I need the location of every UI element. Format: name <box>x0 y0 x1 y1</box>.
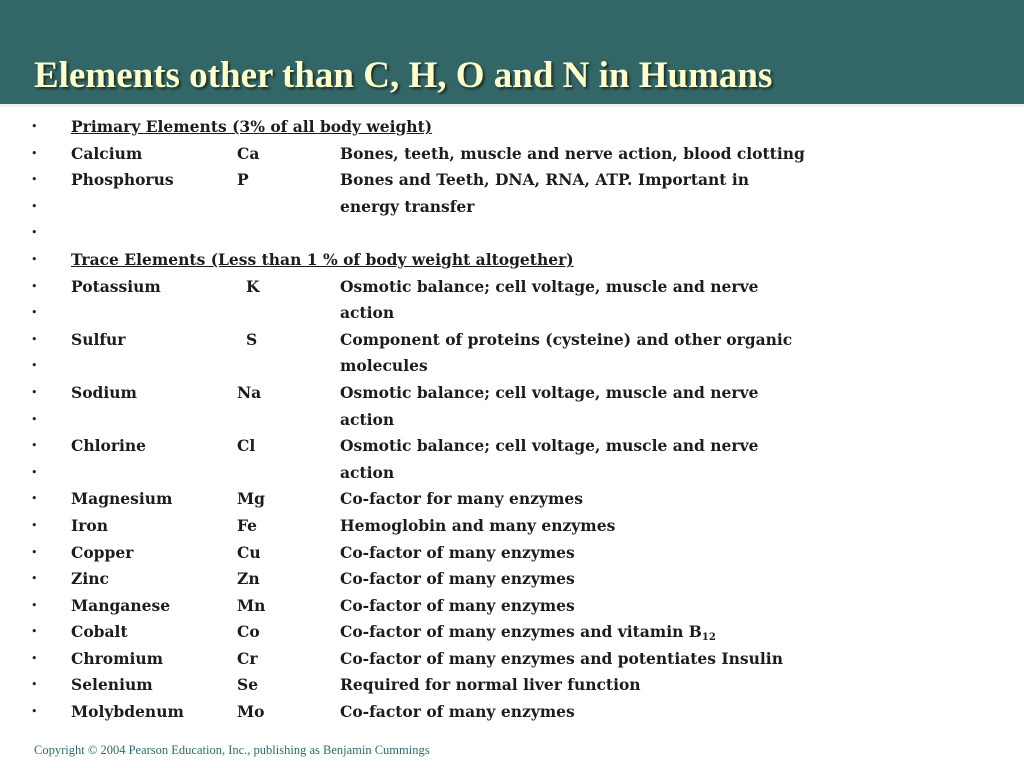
bullet-icon: • <box>31 279 38 293</box>
subscript: 12 <box>701 632 716 644</box>
bullet-icon: • <box>31 226 38 240</box>
empty-bullet-row <box>0 220 1024 247</box>
element-function: Co-factor of many enzymes <box>340 595 575 615</box>
element-symbol: K <box>246 276 260 296</box>
element-function-wrap <box>340 619 716 649</box>
element-name: Manganese <box>71 595 171 615</box>
bullet-icon: • <box>31 385 38 399</box>
trace-elements-heading: Trace Elements (Less than 1 % of body weight altogether) <box>71 249 574 269</box>
primary-elements-heading: Primary Elements (3% of all body weight) <box>71 117 433 136</box>
element-name: Potassium <box>71 276 161 296</box>
element-name: Copper <box>71 542 134 562</box>
list-item-continuation <box>0 194 1024 221</box>
bullet-icon: • <box>31 625 38 639</box>
element-name: Magnesium <box>71 489 173 509</box>
bullet-icon: • <box>31 492 38 506</box>
element-symbol: Mg <box>237 489 265 509</box>
element-function: Bones and Teeth, DNA, RNA, ATP. Important in <box>340 170 750 190</box>
bullet-icon: • <box>31 678 38 692</box>
element-name: Iron <box>71 515 109 535</box>
list-item <box>0 433 1024 460</box>
element-symbol: Co <box>237 622 260 642</box>
element-name: Molybdenum <box>71 702 184 722</box>
element-function-continued: molecules <box>340 356 428 376</box>
list-item-continuation <box>0 353 1024 380</box>
bullet-icon: • <box>31 545 38 559</box>
element-name: Sodium <box>71 382 137 402</box>
list-item <box>0 513 1024 540</box>
element-name: Phosphorus <box>71 170 174 190</box>
element-symbol: P <box>237 170 249 190</box>
element-name: Selenium <box>71 675 153 695</box>
bullet-icon: • <box>31 120 38 133</box>
element-symbol: Cr <box>237 648 258 668</box>
list-item <box>0 566 1024 593</box>
bullet-icon: • <box>31 306 38 320</box>
list-item <box>0 274 1024 301</box>
element-function: Bones, teeth, muscle and nerve action, blood clotting <box>340 143 805 163</box>
list-item <box>0 672 1024 699</box>
element-function: Hemoglobin and many enzymes <box>340 515 616 535</box>
bullet-icon: • <box>31 651 38 665</box>
title-bar <box>0 0 1024 104</box>
element-name: Calcium <box>71 143 143 163</box>
list-item <box>0 646 1024 673</box>
list-item <box>0 619 1024 646</box>
element-function: Osmotic balance; cell voltage, muscle and nerve <box>340 382 759 402</box>
element-symbol: Mn <box>237 595 266 615</box>
list-item <box>0 699 1024 726</box>
element-function: Osmotic balance; cell voltage, muscle and nerve <box>340 436 759 456</box>
element-symbol: Cl <box>237 436 256 456</box>
list-item <box>0 486 1024 513</box>
bullet-icon: • <box>31 332 38 346</box>
list-item-continuation <box>0 300 1024 327</box>
bullet-icon: • <box>31 439 38 453</box>
section-heading-row <box>0 247 1024 274</box>
bullet-icon: • <box>31 146 38 160</box>
bullet-icon: • <box>31 412 38 426</box>
bullet-icon: • <box>31 598 38 612</box>
element-function: Required for normal liver function <box>340 675 641 695</box>
element-name: Sulfur <box>71 329 126 349</box>
element-function-continued: action <box>340 462 395 482</box>
element-name: Cobalt <box>71 622 128 642</box>
element-name: Chlorine <box>71 436 147 456</box>
element-function: Co-factor for many enzymes <box>340 489 583 509</box>
list-item <box>0 167 1024 194</box>
element-function-continued: action <box>340 303 395 323</box>
bullet-icon: • <box>31 572 38 586</box>
element-function-continued: energy transfer <box>340 196 475 216</box>
bullet-icon: • <box>31 465 38 479</box>
bullet-icon: • <box>31 199 38 213</box>
list-item <box>0 380 1024 407</box>
element-function: Co-factor of many enzymes <box>340 702 575 722</box>
bullet-icon: • <box>31 705 38 719</box>
element-name: Zinc <box>71 569 109 589</box>
element-symbol: Fe <box>237 515 258 535</box>
list-item-continuation <box>0 407 1024 434</box>
title-divider <box>0 104 1024 107</box>
element-list <box>0 114 1024 726</box>
list-item <box>0 540 1024 567</box>
bullet-icon: • <box>31 518 38 532</box>
list-item <box>0 593 1024 620</box>
list-item <box>0 141 1024 168</box>
slide-title: Elements other than C, H, O and N in Humans <box>34 55 773 96</box>
element-function: Co-factor of many enzymes <box>340 569 575 589</box>
list-item <box>0 327 1024 354</box>
element-function: Co-factor of many enzymes <box>340 542 575 562</box>
element-symbol: Ca <box>237 143 260 163</box>
element-symbol: S <box>246 329 258 349</box>
element-symbol: Zn <box>237 569 260 589</box>
bullet-icon: • <box>31 359 38 373</box>
element-function: Co-factor of many enzymes and vitamin B <box>340 622 702 642</box>
bullet-icon: • <box>31 173 38 187</box>
element-function-continued: action <box>340 409 395 429</box>
element-function: Co-factor of many enzymes and potentiates Insulin <box>340 648 783 668</box>
element-function: Osmotic balance; cell voltage, muscle and nerve <box>340 276 759 296</box>
bullet-icon: • <box>31 252 38 266</box>
section-heading-row <box>0 114 1024 141</box>
element-symbol: Mo <box>237 702 265 722</box>
copyright-notice: Copyright © 2004 Pearson Education, Inc., publishing as Benjamin Cummings <box>34 743 430 757</box>
element-function: Component of proteins (cysteine) and other organic <box>340 329 793 349</box>
element-symbol: Na <box>237 382 262 402</box>
element-symbol: Cu <box>237 542 261 562</box>
element-symbol: Se <box>237 675 259 695</box>
element-name: Chromium <box>71 648 164 668</box>
list-item-continuation <box>0 460 1024 487</box>
